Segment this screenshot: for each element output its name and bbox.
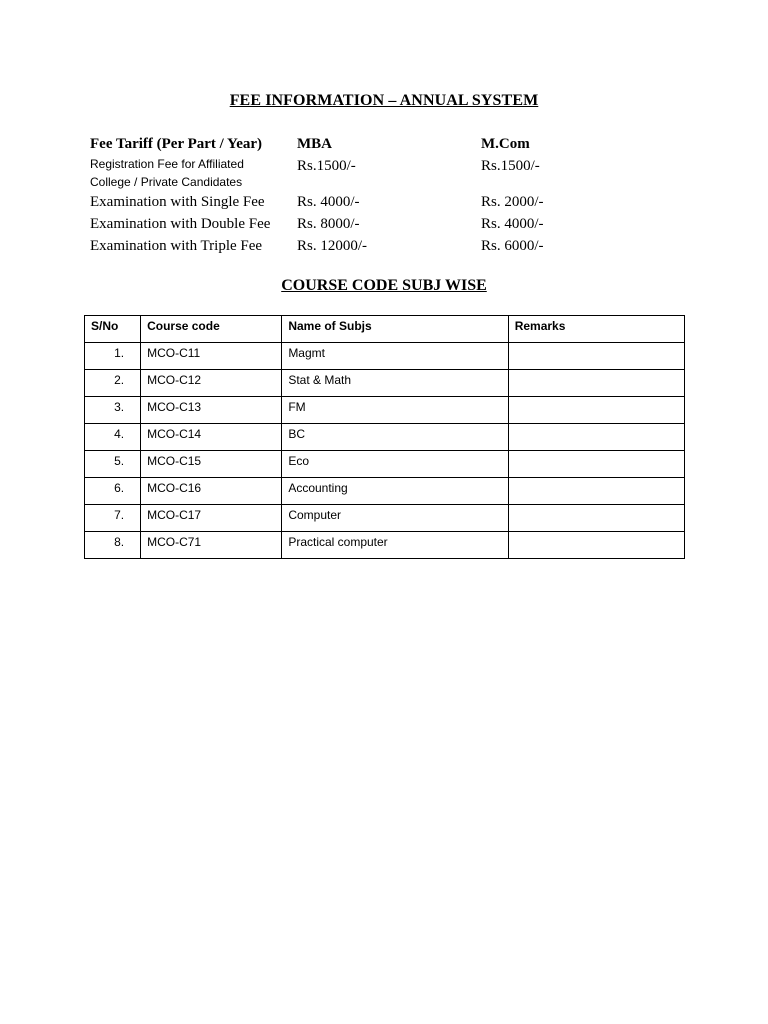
table-row: [85, 397, 685, 424]
cell-course-code: MCO-C15: [141, 451, 282, 478]
course-code-table: [84, 315, 685, 559]
cell-sno: 1.: [85, 343, 141, 370]
cell-sno: 2.: [85, 370, 141, 397]
cell-subject-name: Accounting: [282, 478, 508, 505]
cell-course-code: MCO-C17: [141, 505, 282, 532]
fee-mcom: Rs. 6000/-: [481, 238, 544, 254]
table-row: [85, 370, 685, 397]
fee-mcom: Rs.1500/-: [481, 158, 540, 174]
cell-subject-name: Eco: [282, 451, 508, 478]
cell-subject-name: FM: [282, 397, 508, 424]
cell-course-code: MCO-C16: [141, 478, 282, 505]
column-header-course-code: Course code: [141, 316, 282, 343]
cell-subject-name: BC: [282, 424, 508, 451]
fee-mba: Rs. 8000/-: [297, 216, 360, 232]
table-row: [85, 478, 685, 505]
cell-sno: 4.: [85, 424, 141, 451]
cell-remarks: [508, 370, 684, 397]
fee-mba: Rs.1500/-: [297, 158, 356, 174]
course-section-title: COURSE CODE SUBJ WISE: [281, 277, 487, 294]
cell-course-code: MCO-C12: [141, 370, 282, 397]
page-title: FEE INFORMATION – ANNUAL SYSTEM: [229, 92, 539, 109]
cell-subject-name: Computer: [282, 505, 508, 532]
column-header-subject-name: Name of Subjs: [282, 316, 508, 343]
fee-mba: Rs. 4000/-: [297, 194, 360, 210]
cell-sno: 6.: [85, 478, 141, 505]
cell-remarks: [508, 343, 684, 370]
fee-tariff-header: [90, 133, 710, 155]
cell-remarks: [508, 478, 684, 505]
cell-remarks: [508, 424, 684, 451]
fee-label: Registration Fee for Affiliated College / Private Candidates: [90, 157, 244, 189]
table-row: [85, 505, 685, 532]
fee-label: Examination with Triple Fee: [90, 238, 263, 254]
course-table-header: [85, 316, 685, 343]
fee-tariff-table: [90, 133, 710, 257]
fee-tariff-header-mcom: M.Com: [481, 136, 530, 152]
fee-row-triple: [90, 235, 710, 257]
cell-course-code: MCO-C11: [141, 343, 282, 370]
table-row: [85, 451, 685, 478]
table-row: [85, 532, 685, 559]
cell-remarks: [508, 451, 684, 478]
cell-remarks: [508, 397, 684, 424]
cell-subject-name: Practical computer: [282, 532, 508, 559]
table-row: [85, 343, 685, 370]
cell-course-code: MCO-C13: [141, 397, 282, 424]
fee-mcom: Rs. 4000/-: [481, 216, 544, 232]
cell-remarks: [508, 505, 684, 532]
cell-sno: 3.: [85, 397, 141, 424]
fee-mcom: Rs. 2000/-: [481, 194, 544, 210]
cell-remarks: [508, 532, 684, 559]
fee-row-double: [90, 213, 710, 235]
fee-label: Examination with Double Fee: [90, 216, 271, 232]
fee-mba: Rs. 12000/-: [297, 238, 368, 254]
cell-sno: 5.: [85, 451, 141, 478]
fee-row-single: [90, 191, 710, 213]
cell-sno: 8.: [85, 532, 141, 559]
cell-course-code: MCO-C14: [141, 424, 282, 451]
fee-tariff-header-mba: MBA: [297, 136, 332, 152]
fee-label: Examination with Single Fee: [90, 194, 265, 210]
cell-course-code: MCO-C71: [141, 532, 282, 559]
table-row: [85, 424, 685, 451]
fee-tariff-header-label: Fee Tariff (Per Part / Year): [90, 136, 263, 152]
fee-row-registration: [90, 155, 710, 191]
cell-subject-name: Magmt: [282, 343, 508, 370]
column-header-remarks: Remarks: [508, 316, 684, 343]
column-header-sno: S/No: [85, 316, 141, 343]
cell-subject-name: Stat & Math: [282, 370, 508, 397]
cell-sno: 7.: [85, 505, 141, 532]
